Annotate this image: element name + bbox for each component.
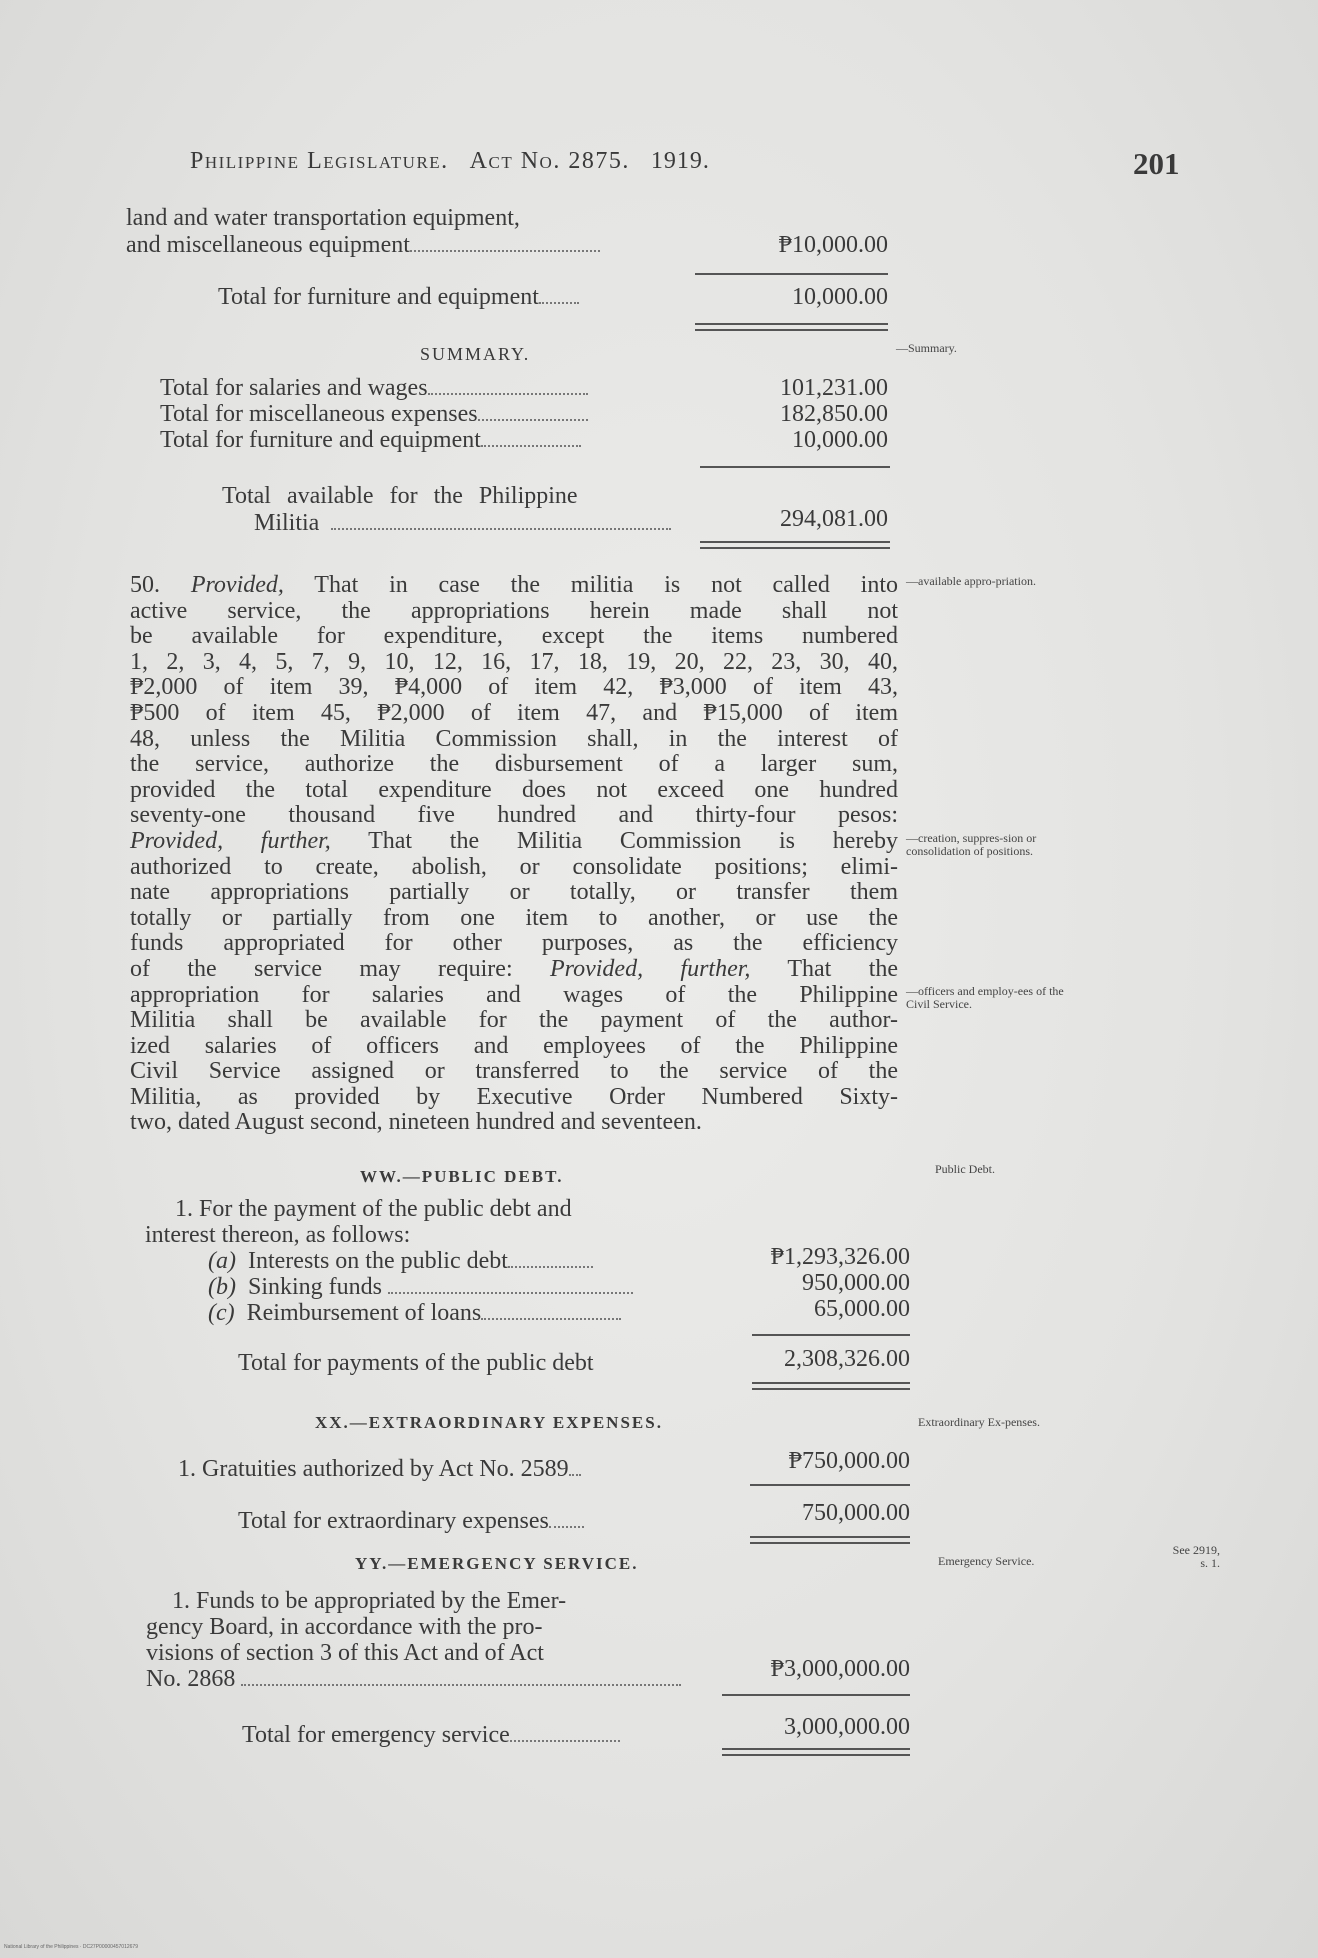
- paragraph-line: authorized to create, abolish, or consolidate positions; elimi-: [130, 853, 898, 880]
- paragraph-line: Civil Service assigned or transferred to the service of the: [130, 1058, 898, 1085]
- extraordinary-total-label-text: Total for extraordinary expenses: [238, 1508, 549, 1534]
- public-debt-row-b: [208, 1274, 633, 1301]
- paragraph-line: Provided, further, That the Militia Commission is hereby: [130, 827, 898, 854]
- margin-note-creation-positions: —creation, suppres-sion or consolidation of positions.: [906, 831, 1037, 858]
- furniture-line2: [126, 232, 600, 259]
- extraordinary-margin-note: Extraordinary Ex-penses.: [918, 1415, 1040, 1429]
- summary-total-line2: [254, 510, 671, 537]
- public-debt-row-b-amount: 950,000.00: [802, 1270, 910, 1296]
- paragraph-50: [130, 573, 898, 1136]
- furniture-amount: ₱10,000.00: [778, 232, 888, 258]
- furniture-line2-text: and miscellaneous equipment: [126, 232, 410, 258]
- rule: [722, 1694, 910, 1696]
- paragraph-line: ₱500 of item 45, ₱2,000 of item 47, and ₱15,000 of item: [130, 699, 898, 726]
- double-rule: [695, 323, 888, 331]
- row-label: Reimbursement of loans: [246, 1300, 482, 1326]
- extraordinary-total-amount: 750,000.00: [802, 1500, 910, 1526]
- paragraph-line: Militia shall be available for the payment of the author-: [130, 1007, 898, 1034]
- leader-dots: [388, 1292, 633, 1294]
- double-rule: [750, 1536, 910, 1544]
- paragraph-line: funds appropriated for other purposes, as the efficiency: [130, 930, 898, 957]
- leader-dots: [481, 1318, 621, 1320]
- emergency-item-line2: gency Board, in accordance with the pro-: [146, 1614, 543, 1640]
- public-debt-item-line1: 1. For the payment of the public debt and: [175, 1196, 572, 1222]
- emergency-total-label: [242, 1722, 620, 1749]
- paragraph-line: ₱2,000 of item 39, ₱4,000 of item 42, ₱3,000 of item 43,: [130, 674, 898, 701]
- emergency-item-line1: 1. Funds to be appropriated by the Emer-: [172, 1588, 567, 1614]
- summary-total-amount: 294,081.00: [780, 506, 888, 532]
- rule: [700, 466, 890, 468]
- leader-dots: [539, 302, 579, 304]
- paragraph-line: 1, 2, 3, 4, 5, 7, 9, 10, 12, 16, 17, 18, 19, 20, 22, 23, 30, 40,: [130, 648, 898, 675]
- paragraph-line: of the service may require: Provided, further, That the: [130, 955, 899, 982]
- public-debt-margin-note: Public Debt.: [935, 1162, 995, 1176]
- rule: [750, 1484, 910, 1486]
- summary-heading: SUMMARY.: [420, 344, 531, 364]
- paragraph-line: the service, authorize the disbursement of a larger sum,: [130, 751, 898, 778]
- paragraph-line: 48, unless the Militia Commission shall, in the interest of: [130, 725, 898, 752]
- public-debt-total-amount: 2,308,326.00: [784, 1346, 910, 1372]
- running-header: [190, 148, 710, 175]
- summary-total-line1: Total available for the Philippine: [222, 483, 578, 509]
- summary-row-label: Total for furniture and equipment: [160, 427, 481, 453]
- public-debt-row-c-amount: 65,000.00: [814, 1296, 910, 1322]
- emergency-total-label-text: Total for emergency service: [242, 1722, 510, 1748]
- furniture-total-label: [218, 284, 579, 311]
- summary-row-amount: 10,000.00: [792, 427, 888, 453]
- rule: [752, 1334, 910, 1336]
- leader-dots: [428, 393, 588, 395]
- summary-total-line2-text: Militia: [254, 510, 320, 536]
- summary-row-misc: [160, 401, 588, 428]
- paragraph-line: be available for expenditure, except the items numbered: [130, 623, 898, 650]
- public-debt-row-a-amount: ₱1,293,326.00: [770, 1244, 910, 1270]
- summary-row-salaries: [160, 375, 588, 402]
- emergency-total-amount: 3,000,000.00: [784, 1714, 910, 1740]
- extraordinary-item-amount: ₱750,000.00: [788, 1448, 910, 1474]
- header-act: Act No. 2875.: [469, 148, 630, 174]
- paragraph-line: ized salaries of officers and employees of the Philippine: [130, 1032, 898, 1059]
- leader-dots: [410, 250, 600, 252]
- extraordinary-heading: XX.—EXTRAORDINARY EXPENSES.: [315, 1413, 663, 1432]
- italic-proviso: Provided, further,: [549, 955, 751, 982]
- italic-proviso: Provided,: [190, 572, 284, 598]
- furniture-total-label-text: Total for furniture and equipment: [218, 284, 539, 310]
- public-debt-item-line2: interest thereon, as follows:: [145, 1222, 411, 1248]
- see-note-line2: s. 1.: [1200, 1556, 1220, 1570]
- furniture-line1: land and water transportation equipment,: [126, 205, 520, 231]
- leader-dots: [549, 1526, 584, 1528]
- emergency-item-line3: visions of section 3 of this Act and of Act: [146, 1640, 544, 1666]
- double-rule: [700, 541, 890, 549]
- margin-note-available-appropriation: —available appro-priation.: [906, 574, 1036, 588]
- summary-row-amount: 182,850.00: [780, 401, 888, 427]
- extraordinary-item-label: 1. Gratuities authorized by Act No. 2589: [178, 1456, 569, 1482]
- paragraph-line: Militia, as provided by Executive Order Numbered Sixty-: [130, 1083, 898, 1110]
- summary-row-amount: 101,231.00: [780, 375, 888, 401]
- italic-proviso: Provided, further,: [130, 827, 331, 854]
- leader-dots: [241, 1684, 681, 1686]
- paragraph-line: 50. Provided, That in case the militia is not called into: [130, 572, 899, 598]
- leader-dots: [508, 1266, 593, 1268]
- row-label: Interests on the public debt: [247, 1248, 508, 1274]
- leader-dots: [569, 1474, 581, 1476]
- paragraph-line: seventy-one thousand five hundred and thirty-four pesos:: [130, 802, 898, 829]
- paragraph-line: active service, the appropriations herein made shall not: [130, 597, 898, 624]
- extraordinary-total-label: [238, 1508, 584, 1535]
- see-note-line1: See 2919,: [1172, 1543, 1220, 1557]
- row-letter: (c): [208, 1300, 235, 1326]
- paragraph-line: provided the total expenditure does not exceed one hundred: [130, 776, 898, 803]
- paragraph-line: appropriation for salaries and wages of the Philippine: [130, 981, 898, 1008]
- emergency-heading: YY.—EMERGENCY SERVICE.: [355, 1554, 639, 1573]
- row-letter: (a): [208, 1248, 236, 1274]
- header-year: 1919.: [650, 148, 710, 174]
- scan-footer: National Library of the Philippines · DC27P00000457012679: [4, 1944, 138, 1950]
- summary-row-furniture: [160, 427, 581, 454]
- see-note: [1110, 1544, 1220, 1570]
- leader-dots: [481, 445, 581, 447]
- public-debt-row-c: [208, 1300, 621, 1327]
- summary-row-label: Total for salaries and wages: [160, 375, 428, 401]
- summary-margin-note: —Summary.: [896, 341, 957, 355]
- double-rule: [752, 1382, 910, 1390]
- paragraph-line: totally or partially from one item to another, or use the: [130, 904, 898, 931]
- summary-row-label: Total for miscellaneous expenses: [160, 401, 478, 427]
- paragraph-line: two, dated August second, nineteen hundred and seventeen.: [130, 1109, 702, 1136]
- emergency-item-line4: [146, 1666, 681, 1693]
- emergency-item-line4-text: No. 2868: [146, 1666, 236, 1692]
- paragraph-line: nate appropriations partially or totally, or transfer them: [130, 879, 898, 906]
- emergency-margin-note: Emergency Service.: [938, 1554, 1035, 1568]
- leader-dots: [510, 1740, 620, 1742]
- row-label: Sinking funds: [247, 1274, 382, 1300]
- header-legislature: Philippine Legislature.: [190, 148, 449, 174]
- page-number: 201: [1133, 146, 1180, 181]
- leader-dots: [478, 419, 588, 421]
- emergency-item-amount: ₱3,000,000.00: [770, 1656, 910, 1682]
- public-debt-row-a: [208, 1248, 593, 1275]
- extraordinary-item: [178, 1456, 581, 1483]
- double-rule: [722, 1748, 910, 1756]
- public-debt-heading: WW.—PUBLIC DEBT.: [360, 1167, 564, 1186]
- margin-note-civil-service: —officers and employ-ees of the Civil Service.: [906, 984, 1064, 1011]
- row-letter: (b): [208, 1274, 236, 1300]
- furniture-total-amount: 10,000.00: [792, 284, 888, 310]
- leader-dots: [331, 528, 671, 530]
- rule: [695, 273, 888, 275]
- public-debt-total-label: Total for payments of the public debt: [238, 1350, 594, 1376]
